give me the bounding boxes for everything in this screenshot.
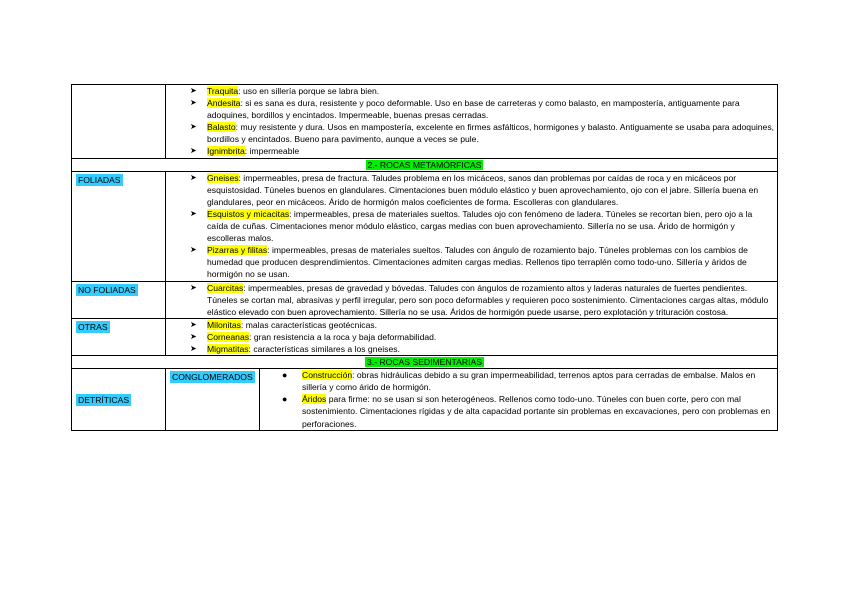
content-cell: [166, 281, 778, 318]
rock-table: [71, 84, 778, 431]
rock-description: : muy resistente y dura. Usos en mampostería, excelente en firmes asfálticos, hormigones y balasto. Antiguamente se usaba para adoquines, bordillos y encintados. Bueno para pavimento, aunque a veces se pule.: [207, 122, 775, 145]
rock-name: Ignimbrita: [207, 146, 245, 157]
rock-name: Balasto: [207, 122, 236, 133]
rock-description: : impermeables, presa de fractura. Taludes problema en los micáceos, sanos dan problemas por caídas de roca y en micáceos por esquistosidad. Túneles buenos en glandulares. Cimentaciones buen módulo elástico y buen aprovechamiento, ojo con el jabre. Sillería buena en glandulares, peor en micáceos. Árido de hormigón malos coeficientes de forma. Escolleras con glandulares.: [207, 172, 759, 207]
rock-name: Construcción: [302, 370, 353, 381]
category-cell: [72, 369, 166, 430]
bullet-list: [166, 319, 777, 355]
arrow-bullet-icon: ➤: [190, 122, 197, 132]
rock-name: Cuarcitas: [207, 282, 244, 293]
rock-description: : impermeables, presas de gravedad y bóvedas. Taludes con ángulos de rozamiento altos y laderas naturales de fuertes pendientes. Túneles se cortan mal, abrasivas y perfil irregular, pero son poco deformables y requieren poco sostenimiento. Cimentaciones cargas altas, módulo elástico elevado con buen aprovechamiento. Sillería no se usa. Áridos de hormigón puede usarse, pero explotación y trituración costosa.: [207, 282, 769, 317]
bullet-list: [166, 172, 777, 281]
rock-description: : obras hidráulicas debido a su gran impermeabilidad, terrenos aptos para cerradas de embalse. Malos en sillería y como árido de hormigón.: [302, 370, 756, 393]
rock-description: para firme: no se usan si son heterogéneos. Rellenos como todo-uno. Túneles con buen corte, pero con mal sostenimiento. Cimentaciones rígidas y de alta capacidad portante sin problemas en excavaciones, pero con problemas en perforaciones.: [302, 394, 771, 429]
arrow-bullet-icon: ➤: [190, 98, 197, 108]
arrow-bullet-icon: ➤: [190, 86, 197, 95]
rock-name: Corneanas: [207, 331, 250, 342]
rock-description: : malas características geotécnicas.: [240, 319, 378, 330]
arrow-bullet-icon: ➤: [190, 319, 197, 329]
list-item: [174, 282, 775, 318]
list-item: [174, 343, 775, 355]
subcategory-label: CONGLOMERADOS: [172, 372, 253, 383]
rock-name: Andesita: [207, 98, 241, 109]
list-item: [174, 121, 775, 145]
list-item: [174, 145, 775, 157]
category-label: DETRÍTICAS: [78, 395, 130, 406]
list-item: [174, 244, 775, 280]
rock-name: Migmatitas: [207, 343, 249, 354]
table-row: [72, 369, 778, 430]
bullet-list: [166, 282, 777, 318]
section-title: 3.- ROCAS SEDIMENTARIAS: [367, 357, 482, 368]
rock-description: : impermeables, presas de materiales sueltos. Taludes con ángulo de rozamiento bajo. Túneles problemas con los cambios de humedad que producen desprendimientos. Cimentaciones admiten cargas medias. Rellenos tipo terraplén como todo-uno. Sillería y áridos de hormigón no se usan.: [207, 245, 748, 280]
list-item: [174, 85, 775, 97]
list-item: [268, 393, 775, 429]
subcategory-cell: [166, 369, 260, 430]
category-cell: [72, 318, 166, 355]
rock-name: Gneises: [207, 172, 239, 183]
bullet-list: [166, 85, 777, 158]
list-item: [174, 172, 775, 208]
dot-bullet-icon: ●: [282, 370, 288, 381]
arrow-bullet-icon: ➤: [190, 245, 197, 255]
arrow-bullet-icon: ➤: [190, 331, 197, 341]
category-label: FOLIADAS: [78, 174, 121, 185]
category-label: OTRAS: [78, 321, 108, 332]
category-cell: [72, 281, 166, 318]
list-item: [174, 331, 775, 343]
rock-description: : gran resistencia a la roca y baja deformabilidad.: [249, 331, 437, 342]
arrow-bullet-icon: ➤: [190, 172, 197, 182]
rock-name: Milonitas: [207, 319, 241, 330]
rock-name: Pizarras y filitas: [207, 245, 268, 256]
arrow-bullet-icon: ➤: [190, 343, 197, 353]
arrow-bullet-icon: ➤: [190, 146, 197, 156]
section-title: 2.- ROCAS METAMÓRFICAS: [367, 159, 482, 170]
rock-description: : uso en sillería porque se labra bien.: [238, 86, 380, 96]
arrow-bullet-icon: ➤: [190, 282, 197, 292]
rock-description: : impermeables, presa de materiales sueltos. Taludes ojo con fenómeno de ladera. Túneles se recortan bien, pero ojo a la caída de cuñas. Cimentaciones menor módulo elástico, cargas medias con buen aprovechamiento. Sillería no se usa. Árido de hormigón y escolleras malos.: [207, 208, 753, 244]
arrow-bullet-icon: ➤: [190, 208, 197, 218]
bullet-list: [260, 369, 777, 429]
list-item: [174, 97, 775, 121]
rock-name: Esquistos y micacitas: [207, 208, 290, 219]
list-item: [174, 208, 775, 244]
rock-description: : características similares a los gneises.: [248, 343, 400, 354]
section-header-row: [72, 356, 778, 369]
table-row: [72, 171, 778, 281]
rock-description: : impermeable: [244, 146, 300, 157]
category-cell: [72, 171, 166, 281]
empty-cell: [72, 85, 166, 159]
list-item: [174, 319, 775, 331]
table-row: [72, 318, 778, 355]
rock-name: Traquita: [207, 86, 239, 96]
table-row: [72, 85, 778, 159]
content-cell: [166, 318, 778, 355]
list-item: [268, 369, 775, 393]
content-cell: [260, 369, 778, 430]
section-header-cell: [72, 356, 778, 369]
igneas-cell: [166, 85, 778, 159]
category-label: NO FOLIADAS: [78, 284, 136, 295]
rock-description: : si es sana es dura, resistente y poco deformable. Uso en base de carreteras y como balasto, en mampostería, antiguamente para adoquines, bordillos y encintados. Impermeable, buenas presas cerradas.: [207, 98, 740, 121]
section-header-cell: [72, 158, 778, 171]
section-header-row: [72, 158, 778, 171]
dot-bullet-icon: ●: [282, 394, 288, 405]
content-cell: [166, 171, 778, 281]
rock-name: Áridos: [302, 394, 327, 405]
table-row: [72, 281, 778, 318]
